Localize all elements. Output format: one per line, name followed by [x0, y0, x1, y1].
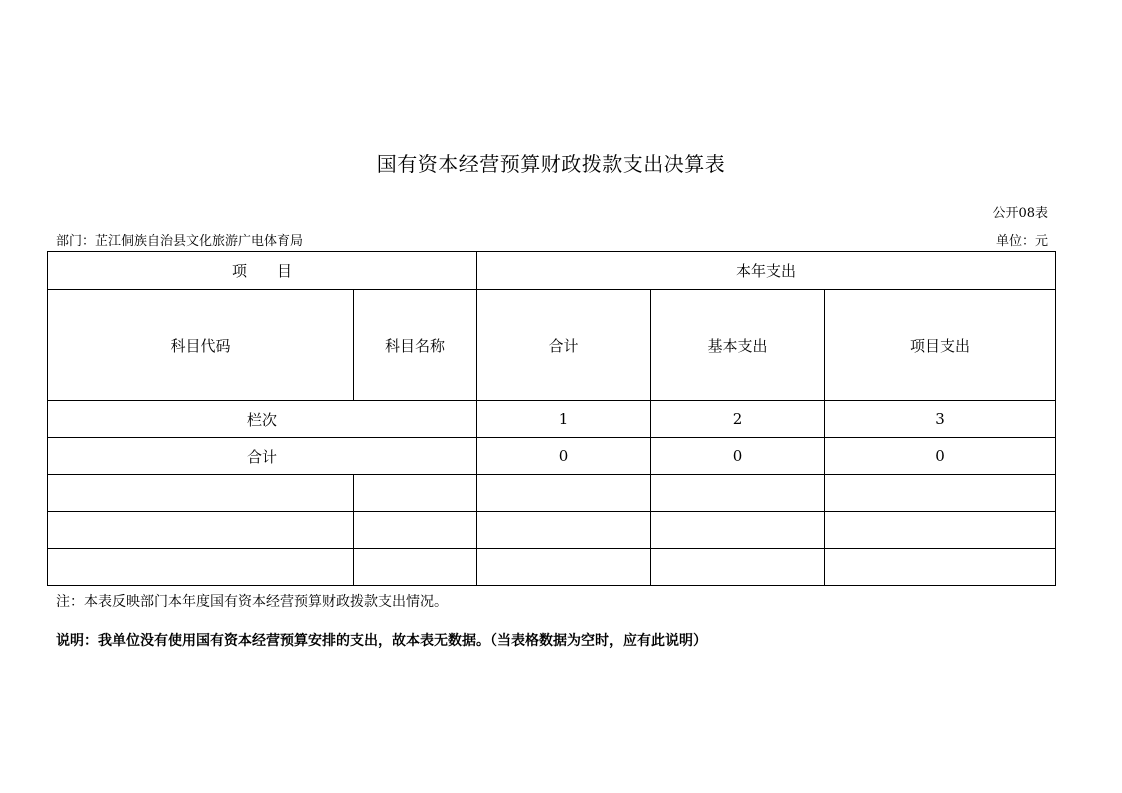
col-project-expenditure: 项目支出	[825, 290, 1056, 401]
header-item: 项 目	[48, 252, 477, 290]
empty-cell	[825, 512, 1056, 549]
budget-table	[47, 251, 1056, 586]
col-basic-expenditure: 基本支出	[651, 290, 825, 401]
col-total: 合计	[477, 290, 651, 401]
empty-cell	[825, 549, 1056, 586]
explanation-text: 说明：我单位没有使用国有资本经营预算安排的支出，故本表无数据。（当表格数据为空时，应有此说明）	[56, 633, 707, 649]
form-code: 公开08表	[992, 206, 1048, 221]
empty-cell	[825, 475, 1056, 512]
table-row	[48, 549, 1056, 586]
page-title: 国有资本经营预算财政拨款支出决算表	[376, 152, 726, 176]
row-total-value: 0	[651, 438, 825, 475]
empty-cell	[477, 512, 651, 549]
empty-cell	[651, 475, 825, 512]
table-subheader-row	[48, 290, 1056, 401]
empty-cell	[48, 549, 354, 586]
table-row	[48, 512, 1056, 549]
row-total-value: 0	[825, 438, 1056, 475]
empty-cell	[651, 549, 825, 586]
empty-cell	[354, 475, 477, 512]
empty-cell	[48, 475, 354, 512]
unit-label: 单位：元	[995, 234, 1048, 249]
empty-cell	[354, 549, 477, 586]
empty-cell	[477, 475, 651, 512]
row-index-value: 2	[651, 401, 825, 438]
row-total	[48, 438, 1056, 475]
empty-cell	[48, 512, 354, 549]
row-index	[48, 401, 1056, 438]
row-index-value: 3	[825, 401, 1056, 438]
table-note: 注：本表反映部门本年度国有资本经营预算财政拨款支出情况。	[56, 594, 448, 610]
col-subject-code: 科目代码	[48, 290, 354, 401]
empty-cell	[477, 549, 651, 586]
empty-cell	[354, 512, 477, 549]
table-header-row	[48, 252, 1056, 290]
row-total-value: 0	[477, 438, 651, 475]
table-row	[48, 475, 1056, 512]
row-total-label: 合计	[48, 438, 477, 475]
row-index-label: 栏次	[48, 401, 477, 438]
department-label: 部门：芷江侗族自治县文化旅游广电体育局	[56, 234, 304, 249]
header-current-year: 本年支出	[477, 252, 1056, 290]
col-subject-name: 科目名称	[354, 290, 477, 401]
empty-cell	[651, 512, 825, 549]
row-index-value: 1	[477, 401, 651, 438]
